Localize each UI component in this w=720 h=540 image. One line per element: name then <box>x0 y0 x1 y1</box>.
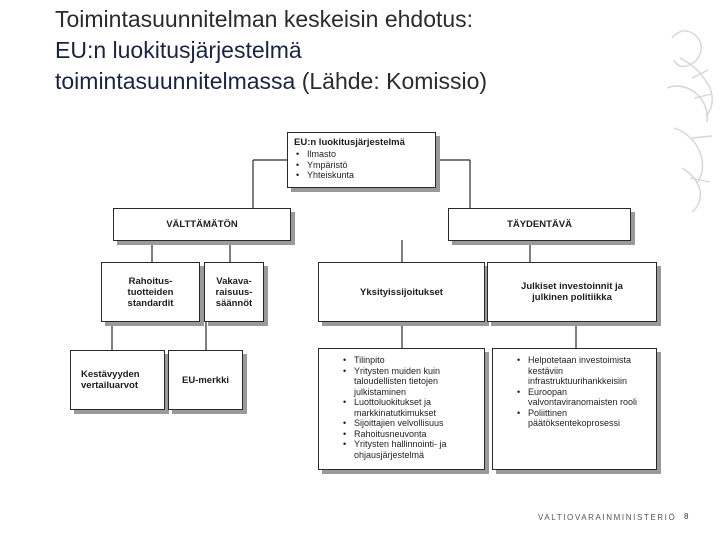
public-measures-list-box <box>492 348 657 470</box>
title-line-1: Toimintasuunnitelman keskeisin ehdotus: <box>55 6 474 32</box>
public-investments-box <box>487 262 657 322</box>
private-measures-list <box>341 355 476 460</box>
list-item: • Ympäristö <box>307 160 429 171</box>
box-line: tuotteiden <box>127 286 174 298</box>
page-number: 8 <box>684 512 689 521</box>
financial-products-standards-box <box>101 262 200 322</box>
list-item: • Euroopan valvontaviranomaisten rooli <box>528 387 648 408</box>
private-measures-list-box <box>318 348 485 470</box>
sustainability-benchmarks-box <box>70 350 165 410</box>
box-line: säännöt <box>215 297 253 309</box>
list-item: • Ilmasto <box>307 149 429 160</box>
list-item: • Yritysten muiden kuin taloudellisten tietojen julkistaminen <box>354 366 476 398</box>
prudential-rules-box <box>204 262 264 322</box>
list-item: • Rahoitusneuvonta <box>354 429 476 440</box>
list-item: • Tilinpito <box>354 355 476 366</box>
ministry-logo: VALTIOVARAINMINISTERIÖ <box>538 513 677 522</box>
essential-branch-box: VÄLTTÄMÄTÖN <box>113 208 291 241</box>
list-item: • Yritysten hallinnointi- ja ohjausjärjestelmä <box>354 439 476 460</box>
classification-heading: EU:n luokitusjärjestelmä <box>294 137 405 148</box>
eu-label-box: EU-merkki <box>168 350 243 410</box>
title-line-3-source: (Lähde: Komissio) <box>295 68 488 94</box>
box-line: raisuus- <box>215 286 253 298</box>
classification-system-box <box>287 132 436 188</box>
title-line-3-main: toimintasuunnitelmassa <box>55 68 296 94</box>
title-line-2: EU:n luokitusjärjestelmä <box>55 37 302 63</box>
classification-items <box>294 149 429 181</box>
box-line: standardit <box>127 297 174 309</box>
box-line: Kestävyyden <box>81 369 140 380</box>
list-item: • Helpotetaan investoimista kestäviin infrastruktuurihankkeisiin <box>528 355 648 387</box>
list-item: • Poliittinen päätöksentekoprosessi <box>528 408 648 429</box>
list-item: • Luottoluokitukset ja markkinatutkimukset <box>354 397 476 418</box>
box-line: Rahoitus- <box>128 275 173 287</box>
box-line: Julkiset investoinnit ja <box>521 281 623 292</box>
list-item: • Sijoittajien velvollisuus <box>354 418 476 429</box>
private-investments-box: Yksityissijoitukset <box>318 262 485 322</box>
list-item: • Yhteiskunta <box>307 170 429 181</box>
box-line: julkinen politiikka <box>532 292 612 303</box>
box-line: Vakava- <box>216 275 252 287</box>
box-line: vertailuarvot <box>81 380 139 391</box>
public-measures-list <box>515 355 648 429</box>
complementary-branch-box: TÄYDENTÄVÄ <box>448 208 631 241</box>
